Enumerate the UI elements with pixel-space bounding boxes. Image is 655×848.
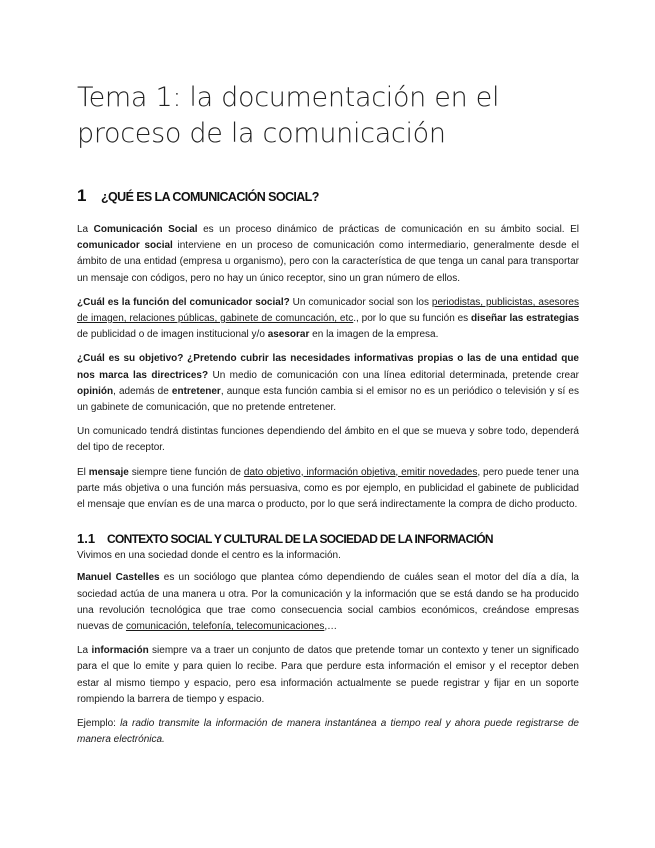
section-heading-1-1 — [77, 531, 579, 546]
section-heading-1 — [77, 186, 579, 206]
paragraph-comunicacion-social: La Comunicación Social es un proceso dinámico de prácticas de comunicación en su ámbito social. El comunicador social interviene en un proceso de comunicación como intermediario, generalmente desde el ámbito de una entidad (empresa u organismo), pero con la característica de que tenga un canal para transportar un mensaje con códigos, pero no hay un único receptor, sino un gran número de ellos. — [77, 224, 579, 284]
paragraph-castelles: Manuel Castelles es un sociólogo que plantea cómo dependiendo de cuáles sean el motor del día a día, la sociedad actúa de una manera u otra. Por la comunicación y la información que se está dando se ha producido una revolución tecnológica que trae como consecuencia social cambios económicos, creándose empresas nuevas de comunicación, telefonía, telecomunicaciones,… — [77, 572, 579, 633]
paragraph-comunicado: Un comunicado tendrá distintas funciones dependiendo del ámbito en el que se mueva y sobre todo, dependerá del tipo de receptor. — [77, 426, 579, 454]
section-number: 1 — [77, 186, 87, 205]
paragraph-mensaje: El mensaje siempre tiene función de dato objetivo, información objetiva, emitir novedades, pero puede tener una parte más objetiva o una función más persuasiva, como es por ejemplo, en publicidad el gabinete de publicidad el mensaje que envían es de una marca o producto, por lo que será indirectamente la compra de dicho producto. — [77, 466, 579, 511]
section-title: ¿QUÉ ES LA COMUNICACIÓN SOCIAL? — [101, 190, 319, 204]
paragraph-sociedad: Vivimos en una sociedad donde el centro es la información. — [77, 550, 341, 562]
paragraph-objetivo: ¿Cuál es su objetivo? ¿Pretendo cubrir las necesidades informativas propias o las de una entidad que nos marca las directrices? Un medio de comunicación con una línea editorial determinada, pretende crear opinión, además de entretener, aunque esta función cambia si el emisor no es un periódico o televisión y sí es un gabinete de comunicación, que no pretende entretener. — [77, 353, 579, 414]
paragraph-informacion: La información siempre va a traer un conjunto de datos que pretende tomar un contexto y tener un significado para el que lo emite y para quien lo recibe. Para que perdure esta información el emisor y el receptor deben estar al mismo tiempo y espacio, pero esa información actualmente se puede registrar y fijar en un soporte rompiendo la barrera de tiempo y espacio. — [77, 645, 579, 705]
paragraph-funcion: ¿Cuál es la función del comunicador social? Un comunicador social son los periodistas, publicistas, asesores de imagen, relaciones públicas, gabinete de comuncación, etc., por lo que su función es diseñar las estrategias de publicidad o de imagen institucional y/o asesorar en la imagen de la empresa. — [77, 296, 580, 341]
paragraph-ejemplo: Ejemplo: la radio transmite la información de manera instantánea a tiempo real y ahora puede registrarse de manera electrónica. — [77, 718, 579, 746]
subsection-number: 1.1 — [77, 531, 96, 547]
subsection-title: CONTEXTO SOCIAL Y CULTURAL DE LA SOCIEDAD DE LA INFORMACIÓN — [107, 532, 493, 547]
document-title: Tema 1: la documentación en el proceso de la comunicación — [77, 82, 500, 149]
